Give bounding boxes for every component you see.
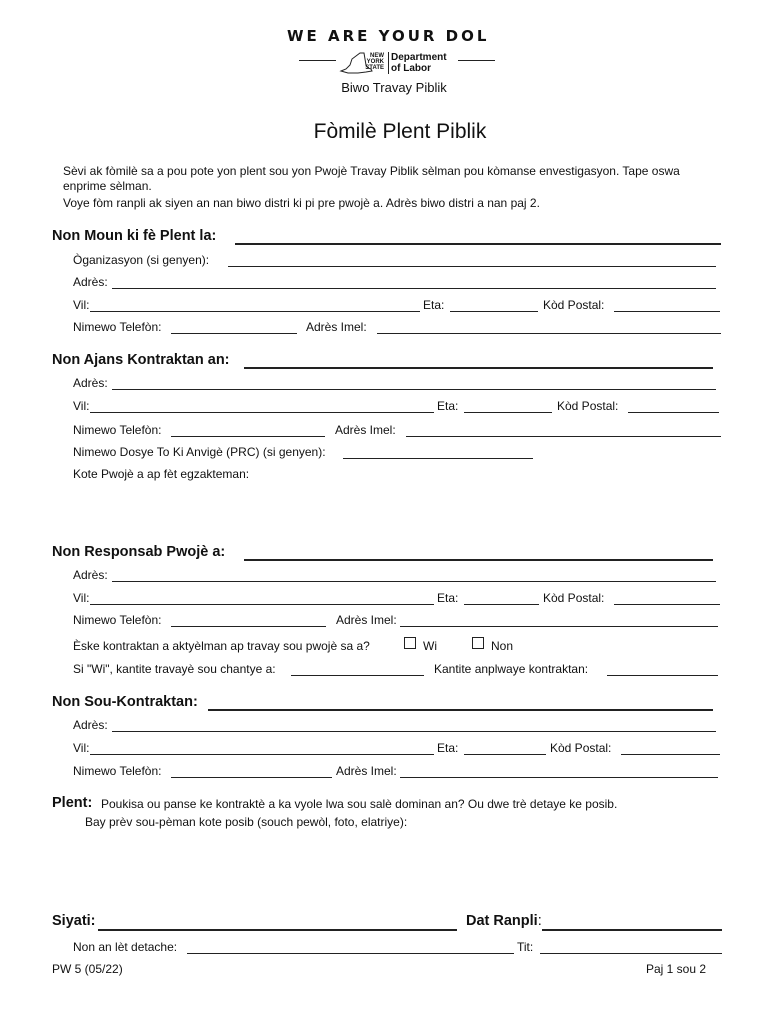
- manager-email-field[interactable]: [400, 626, 718, 627]
- logo-divider: [388, 52, 389, 74]
- form-id: PW 5 (05/22): [52, 962, 123, 976]
- agency-email-label: Adrès Imel:: [335, 423, 396, 437]
- complainant-address-label: Adrès:: [73, 275, 108, 289]
- complainant-city-label: Vil:: [73, 298, 90, 312]
- subcontractor-state-field[interactable]: [464, 754, 546, 755]
- manager-heading: Non Responsab Pwojè a:: [52, 544, 226, 560]
- agency-prc-field[interactable]: [343, 458, 533, 459]
- logo-state-label: NEW YORK STATE: [365, 53, 384, 71]
- title-field[interactable]: [540, 953, 722, 954]
- subcontractor-zip-field[interactable]: [621, 754, 720, 755]
- logo-dept-line2: of Labor: [391, 63, 431, 74]
- manager-address-field[interactable]: [112, 581, 716, 582]
- slogan: WE ARE YOUR DOL: [287, 27, 490, 45]
- manager-state-label: Eta:: [437, 591, 459, 605]
- manager-name-field[interactable]: [244, 559, 713, 561]
- subcontractor-city-field[interactable]: [90, 754, 434, 755]
- date-label: [466, 913, 542, 929]
- manager-zip-field[interactable]: [614, 604, 720, 605]
- agency-prc-label: Nimewo Dosye To Ki Anvigè (PRC) (si genyen):: [73, 445, 326, 459]
- agency-location-label: Kote Pwojè a ap fèt egzakteman:: [73, 467, 250, 481]
- logo-dept: [391, 52, 447, 74]
- complainant-state-field[interactable]: [450, 311, 538, 312]
- manager-city-field[interactable]: [90, 604, 434, 605]
- intro-line-3: Voye fòm ranpli ak siyen an nan biwo distri ki pi pre pwojè a. Adrès biwo distri a nan paj 2.: [63, 196, 540, 210]
- complainant-phone-label: Nimewo Telefòn:: [73, 320, 162, 334]
- logo-state-text: [362, 53, 384, 71]
- title-label: Tit:: [517, 940, 534, 954]
- agency-email-field[interactable]: [406, 436, 721, 437]
- agency-zip-field[interactable]: [628, 412, 719, 413]
- manager-phone-field[interactable]: [171, 626, 326, 627]
- workers-on-site-label: Si "Wi", kantite travayè sou chantye a:: [73, 662, 276, 676]
- agency-city-field[interactable]: [90, 412, 434, 413]
- complaint-heading: Plent:: [52, 795, 93, 811]
- complaint-question: Poukisa ou panse ke kontraktè a ka vyole lwa sou salè dominan an? Ou dwe trè detaye ke posib.: [101, 797, 618, 811]
- subcontractor-name-field[interactable]: [208, 709, 713, 711]
- intro-line-2: enprime sèlman.: [63, 179, 152, 193]
- agency-state-field[interactable]: [464, 412, 552, 413]
- manager-city-label: Vil:: [73, 591, 90, 605]
- manager-phone-label: Nimewo Telefòn:: [73, 613, 162, 627]
- intro-line-1: Sèvi ak fòmilè sa a pou pote yon plent sou yon Pwojè Travay Piblik sèlman pou kòmanse envestigasyon. Tape oswa: [63, 164, 680, 178]
- subcontractor-city-label: Vil:: [73, 741, 90, 755]
- agency-heading: Non Ajans Kontraktan an:: [52, 352, 230, 368]
- complainant-org-label: Òganizasyon (si genyen):: [73, 253, 210, 267]
- subcontractor-email-label: Adrès Imel:: [336, 764, 397, 778]
- subcontractor-state-label: Eta:: [437, 741, 459, 755]
- complainant-email-field[interactable]: [377, 333, 721, 334]
- complainant-zip-label: Kòd Postal:: [543, 298, 605, 312]
- no-label: Non: [491, 639, 514, 653]
- complainant-name-field[interactable]: [235, 243, 721, 245]
- form-title: Fòmilè Plent Piblik: [313, 120, 487, 143]
- yes-checkbox[interactable]: [404, 637, 416, 649]
- date-label-text: Dat Ranpli: [466, 913, 538, 929]
- manager-address-label: Adrès:: [73, 568, 108, 582]
- agency-address-label: Adrès:: [73, 376, 108, 390]
- agency-phone-field[interactable]: [171, 436, 325, 437]
- complaint-docs: Bay prèv sou-pèman kote posib (souch pewòl, foto, elatriye):: [85, 815, 408, 829]
- logo-rule-left: [299, 60, 336, 61]
- workers-on-site-field[interactable]: [291, 675, 424, 676]
- logo-dept-line1: Department: [391, 52, 447, 63]
- complainant-phone-field[interactable]: [171, 333, 297, 334]
- office-name: Biwo Travay Piblik: [341, 80, 447, 95]
- name-detached-field[interactable]: [187, 953, 514, 954]
- subcontractor-address-field[interactable]: [112, 731, 716, 732]
- name-detached-label: Non an lèt detache:: [73, 940, 178, 954]
- yes-label: Wi: [423, 639, 437, 653]
- subcontractor-phone-label: Nimewo Telefòn:: [73, 764, 162, 778]
- signature-field[interactable]: [98, 929, 457, 931]
- subcontractor-zip-label: Kòd Postal:: [550, 741, 612, 755]
- manager-zip-label: Kòd Postal:: [543, 591, 605, 605]
- complainant-org-field[interactable]: [228, 266, 716, 267]
- agency-city-label: Vil:: [73, 399, 90, 413]
- working-question: Èske kontraktan a aktyèlman ap travay sou pwojè sa a?: [73, 639, 370, 653]
- complainant-state-label: Eta:: [423, 298, 445, 312]
- agency-phone-label: Nimewo Telefòn:: [73, 423, 162, 437]
- manager-email-label: Adrès Imel:: [336, 613, 397, 627]
- subcontractor-address-label: Adrès:: [73, 718, 108, 732]
- agency-state-label: Eta:: [437, 399, 459, 413]
- no-checkbox[interactable]: [472, 637, 484, 649]
- complainant-heading: Non Moun ki fè Plent la:: [52, 228, 217, 244]
- subcontractor-email-field[interactable]: [400, 777, 718, 778]
- agency-zip-label: Kòd Postal:: [557, 399, 619, 413]
- subcontractor-heading: Non Sou-Kontraktan:: [52, 694, 198, 710]
- agency-name-field[interactable]: [244, 367, 713, 369]
- complainant-zip-field[interactable]: [614, 311, 720, 312]
- complainant-city-field[interactable]: [90, 311, 420, 312]
- manager-state-field[interactable]: [464, 604, 539, 605]
- contractor-employees-field[interactable]: [607, 675, 718, 676]
- agency-address-field[interactable]: [112, 389, 716, 390]
- date-field[interactable]: [542, 929, 722, 931]
- page-number: Paj 1 sou 2: [646, 962, 707, 976]
- contractor-employees-label: Kantite anplwaye kontraktan:: [434, 662, 589, 676]
- subcontractor-phone-field[interactable]: [171, 777, 332, 778]
- date-colon: :: [537, 913, 542, 929]
- complainant-email-label: Adrès Imel:: [306, 320, 367, 334]
- signature-label: Siyati:: [52, 913, 96, 929]
- logo-rule-right: [458, 60, 495, 61]
- complainant-address-field[interactable]: [112, 288, 716, 289]
